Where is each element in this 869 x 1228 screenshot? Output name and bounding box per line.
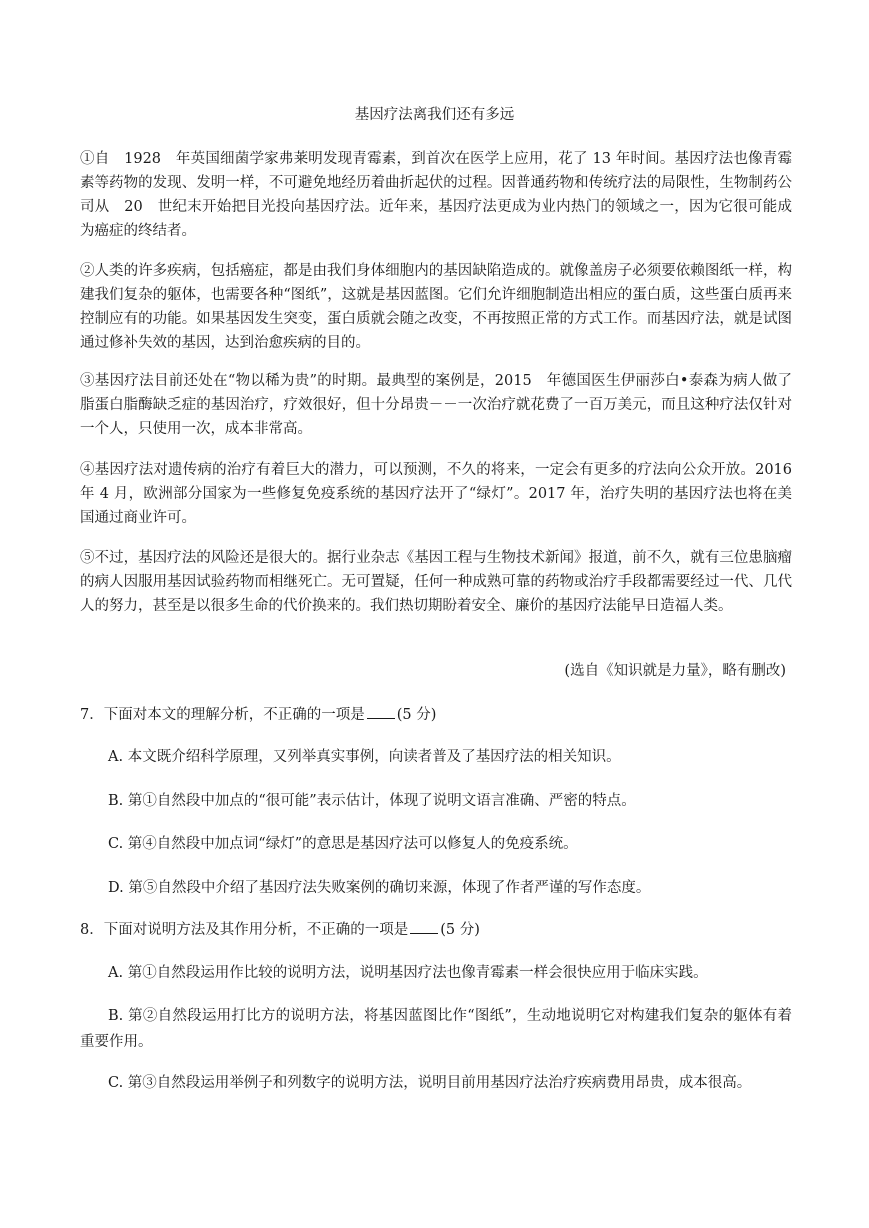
question-7-score: (5 分) [396, 707, 437, 723]
question-7-stem [80, 704, 792, 726]
question-8-text: 8．下面对说明方法及其作用分析，不正确的一项是 [80, 922, 409, 938]
question-7-option-c: C. 第④自然段中加点词“绿灯”的意思是基因疗法可以修复人的免疫系统。 [108, 836, 578, 852]
answer-blank [367, 704, 395, 719]
question-7-option-d: D. 第⑤自然段中介绍了基因疗法失败案例的确切来源，体现了作者严谨的写作态度。 [108, 880, 651, 896]
question-7-text: 7．下面对本文的理解分析，不正确的一项是 [80, 707, 365, 723]
source-citation: (选自《知识就是力量》，略有删改) [564, 663, 786, 679]
paragraph-5: ⑤不过，基因疗法的风险还是很大的。据行业杂志《基因工程与生物技术新闻》报道，前不久，就有三位患脑瘤的病人因服用基因试验药物而相继死亡。无可置疑，任何一种成熟可靠的药物或治疗手段都需要经过一代、几代人的努力，甚至是以很多生命的代价换来的。我们热切期盼着安全、廉价的基因疗法能早日造福人类。 [80, 550, 792, 614]
article-title: 基因疗法离我们还有多远 [354, 107, 515, 123]
answer-blank [410, 919, 438, 934]
question-8-option-c: C. 第③自然段运用举例子和列数字的说明方法，说明目前用基因疗法治疗疾病费用昂贵，成本很高。 [108, 1075, 752, 1091]
paragraph-3: ③基因疗法目前还处在“物以稀为贵”的时期。最典型的案例是，2015 年德国医生伊丽莎白•泰森为病人做了脂蛋白脂酶缺乏症的基因治疗，疗效很好，但十分昂贵－－一次治疗就花费了一百万美元，而且这种疗法仅针对一个人，只使用一次，成本非常高。 [80, 373, 792, 437]
question-7-option-a: A. 本文既介绍科学原理，又列举真实事例，向读者普及了基因疗法的相关知识。 [108, 749, 621, 765]
question-8-option-b: B. 第②自然段运用打比方的说明方法，将基因蓝图比作“图纸”，生动地说明它对构建我们复杂的躯体有着重要作用。 [80, 1008, 792, 1050]
question-8-score: (5 分) [440, 922, 480, 938]
paragraph-1: ①自 1928 年英国细菌学家弗莱明发现青霉素，到首次在医学上应用，花了 13 年时间。基因疗法也像青霉素等药物的发现、发明一样，不可避免地经历着曲折起伏的过程。因普通药物和传统疗法的局限性，生物制药公司从 20 世纪末开始把目光投向基因疗法。近年来，基因疗法更成为业内热门的领域之一，因为它很可能成为癌症的终结者。 [80, 151, 792, 239]
question-8-option-a: A. 第①自然段运用作比较的说明方法，说明基因疗法也像青霉素一样会很快应用于临床实践。 [108, 965, 708, 981]
question-7-option-b: B. 第①自然段中加点的“很可能”表示估计，体现了说明文语言准确、严密的特点。 [108, 793, 636, 809]
question-8-stem [80, 919, 792, 941]
paragraph-2: ②人类的许多疾病，包括癌症，都是由我们身体细胞内的基因缺陷造成的。就像盖房子必须要依赖图纸一样，构建我们复杂的躯体，也需要各种“图纸”，这就是基因蓝图。它们允许细胞制造出相应的蛋白质，这些蛋白质再来控制应有的功能。如果基因发生突变，蛋白质就会随之改变，不再按照正常的方式工作。而基因疗法，就是试图通过修补失效的基因，达到治愈疾病的目的。 [80, 263, 792, 351]
paragraph-4: ④基因疗法对遗传病的治疗有着巨大的潜力，可以预测，不久的将来，一定会有更多的疗法向公众开放。2016 年 4 月，欧洲部分国家为一些修复免疫系统的基因疗法开了“绿灯”。2017 年，治疗失明的基因疗法也将在美国通过商业许可。 [80, 462, 792, 526]
